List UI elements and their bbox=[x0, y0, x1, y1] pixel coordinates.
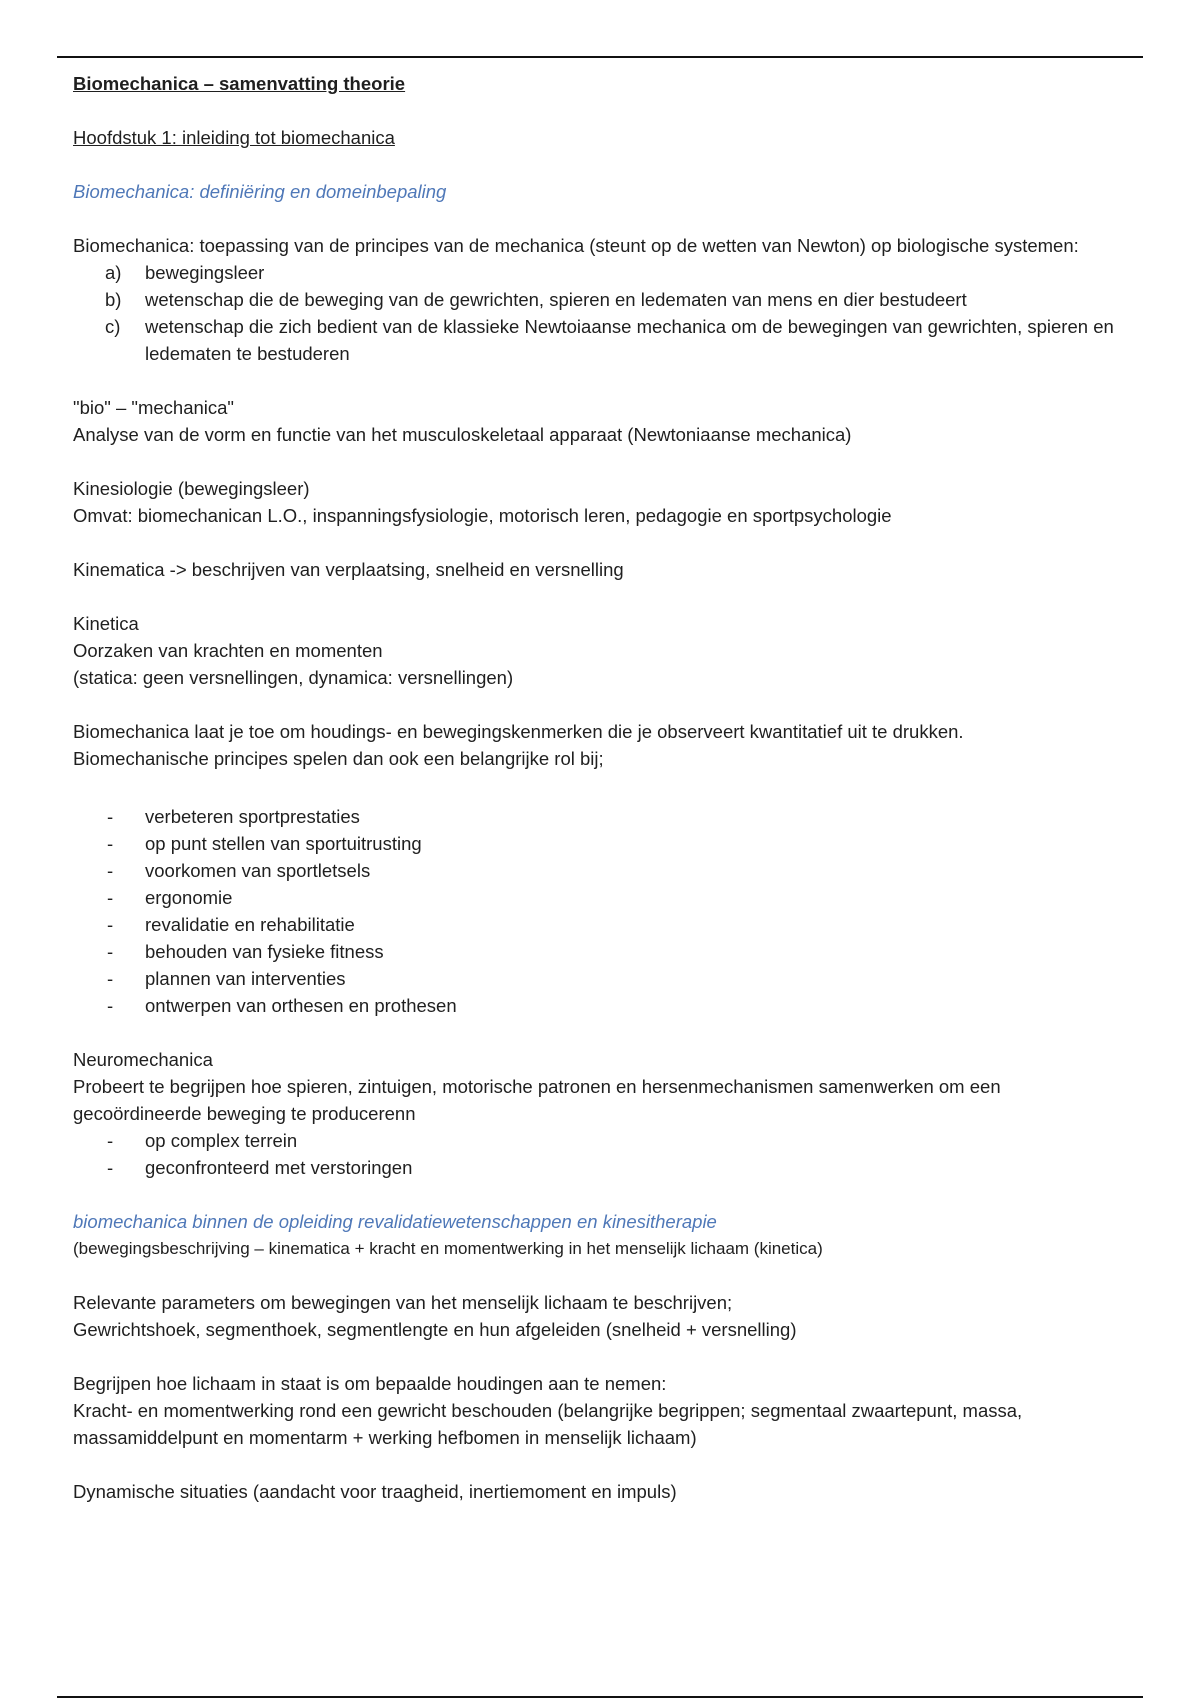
bio-mechanica-analysis: Analyse van de vorm en functie van het musculoskeletaal apparaat (Newtoniaanse mechanica) bbox=[73, 424, 852, 445]
list-item bbox=[73, 911, 1133, 938]
top-rule bbox=[57, 56, 1143, 58]
list-item bbox=[73, 259, 1133, 286]
dash-marker: - bbox=[107, 995, 114, 1016]
list-item bbox=[73, 313, 1133, 367]
definition-paragraph: Biomechanica: toepassing van de principes van de mechanica (steunt op de wetten van Newton) op biologische systemen: bbox=[73, 235, 1079, 256]
parameters-line: Relevante parameters om bewegingen van het menselijk lichaam te beschrijven; bbox=[73, 1292, 733, 1313]
neuromechanica-list bbox=[73, 1127, 1133, 1181]
parameters-line: Gewrichtshoek, segmenthoek, segmentlengte en hun afgeleiden (snelheid + versnelling) bbox=[73, 1319, 797, 1340]
neuromechanica-title: Neuromechanica bbox=[73, 1049, 213, 1070]
list-item-text: ontwerpen van orthesen en prothesen bbox=[145, 995, 457, 1016]
list-item-text: verbeteren sportprestaties bbox=[145, 806, 360, 827]
applications-list bbox=[73, 803, 1133, 1019]
document-title: Biomechanica – samenvatting theorie bbox=[73, 73, 406, 94]
dash-marker: - bbox=[107, 1157, 114, 1178]
applications-intro: Biomechanische principes spelen dan ook een belangrijke rol bij; bbox=[73, 748, 604, 769]
list-item bbox=[73, 286, 1133, 313]
dash-marker: - bbox=[107, 887, 114, 908]
bottom-rule bbox=[57, 1696, 1143, 1698]
list-item-text: behouden van fysieke fitness bbox=[145, 941, 384, 962]
list-item-text: op complex terrein bbox=[145, 1130, 298, 1151]
dash-marker: - bbox=[107, 914, 114, 935]
list-item-text: bewegingsleer bbox=[145, 262, 265, 283]
section-heading-definition: Biomechanica: definiëring en domeinbepaling bbox=[73, 181, 447, 202]
list-item bbox=[73, 965, 1133, 992]
postures-line: Kracht- en momentwerking rond een gewricht beschouden (belangrijke begrippen; segmentaal zwaartepunt, massa, massamiddelpunt en momentarm + werking hefbomen in menselijk lichaam) bbox=[73, 1400, 1023, 1448]
list-item-text: wetenschap die de beweging van de gewrichten, spieren en ledematen van mens en dier bestudeert bbox=[145, 289, 967, 310]
list-item bbox=[73, 884, 1133, 911]
dash-marker: - bbox=[107, 941, 114, 962]
list-item bbox=[73, 1154, 1133, 1181]
dash-marker: - bbox=[107, 968, 114, 989]
kinematica-line: Kinematica -> beschrijven van verplaatsing, snelheid en versnelling bbox=[73, 559, 624, 580]
kinetica-line: (statica: geen versnellingen, dynamica: versnellingen) bbox=[73, 667, 514, 688]
list-item bbox=[73, 938, 1133, 965]
list-item-text: voorkomen van sportletsels bbox=[145, 860, 371, 881]
dash-marker: - bbox=[107, 833, 114, 854]
dash-marker: - bbox=[107, 860, 114, 881]
dash-marker: - bbox=[107, 1130, 114, 1151]
kinetica-line: Oorzaken van krachten en momenten bbox=[73, 640, 383, 661]
list-item-text: op punt stellen van sportuitrusting bbox=[145, 833, 422, 854]
definition-list bbox=[73, 259, 1133, 367]
neuromechanica-text: Probeert te begrijpen hoe spieren, zintuigen, motorische patronen en hersenmechanismen samenwerken om een gecoördineerde beweging te producerenn bbox=[73, 1076, 1001, 1124]
kinetica-title: Kinetica bbox=[73, 613, 139, 634]
applications-intro: Biomechanica laat je toe om houdings- en bewegingskenmerken die je observeert kwantitatief uit te drukken. bbox=[73, 721, 964, 742]
list-item bbox=[73, 803, 1133, 830]
list-item-text: geconfronteerd met verstoringen bbox=[145, 1157, 413, 1178]
list-item bbox=[73, 857, 1133, 884]
list-marker: c) bbox=[105, 316, 121, 337]
list-item-text: wetenschap die zich bedient van de klassieke Newtoiaanse mechanica om de bewegingen van gewrichten, spieren en ledematen te bestuderen bbox=[145, 316, 1114, 364]
list-item bbox=[73, 1127, 1133, 1154]
list-item bbox=[73, 992, 1133, 1019]
dynamic-situations-line: Dynamische situaties (aandacht voor traagheid, inertiemoment en impuls) bbox=[73, 1481, 677, 1502]
kinesiologie-title: Kinesiologie (bewegingsleer) bbox=[73, 478, 310, 499]
postures-line: Begrijpen hoe lichaam in staat is om bepaalde houdingen aan te nemen: bbox=[73, 1373, 667, 1394]
dash-marker: - bbox=[107, 806, 114, 827]
section-heading-opleiding: biomechanica binnen de opleiding revalidatiewetenschappen en kinesitherapie bbox=[73, 1211, 717, 1232]
section-note: (bewegingsbeschrijving – kinematica + kracht en momentwerking in het menselijk lichaam (kinetica) bbox=[73, 1239, 823, 1258]
list-item bbox=[73, 830, 1133, 857]
list-marker: b) bbox=[105, 289, 122, 310]
bio-mechanica-line: "bio" – "mechanica" bbox=[73, 397, 234, 418]
document-page bbox=[73, 70, 1133, 1505]
list-item-text: plannen van interventies bbox=[145, 968, 346, 989]
kinesiologie-text: Omvat: biomechanican L.O., inspanningsfysiologie, motorisch leren, pedagogie en sportpsychologie bbox=[73, 505, 892, 526]
list-marker: a) bbox=[105, 262, 122, 283]
list-item-text: ergonomie bbox=[145, 887, 233, 908]
list-item-text: revalidatie en rehabilitatie bbox=[145, 914, 355, 935]
chapter-heading: Hoofdstuk 1: inleiding tot biomechanica bbox=[73, 127, 395, 148]
